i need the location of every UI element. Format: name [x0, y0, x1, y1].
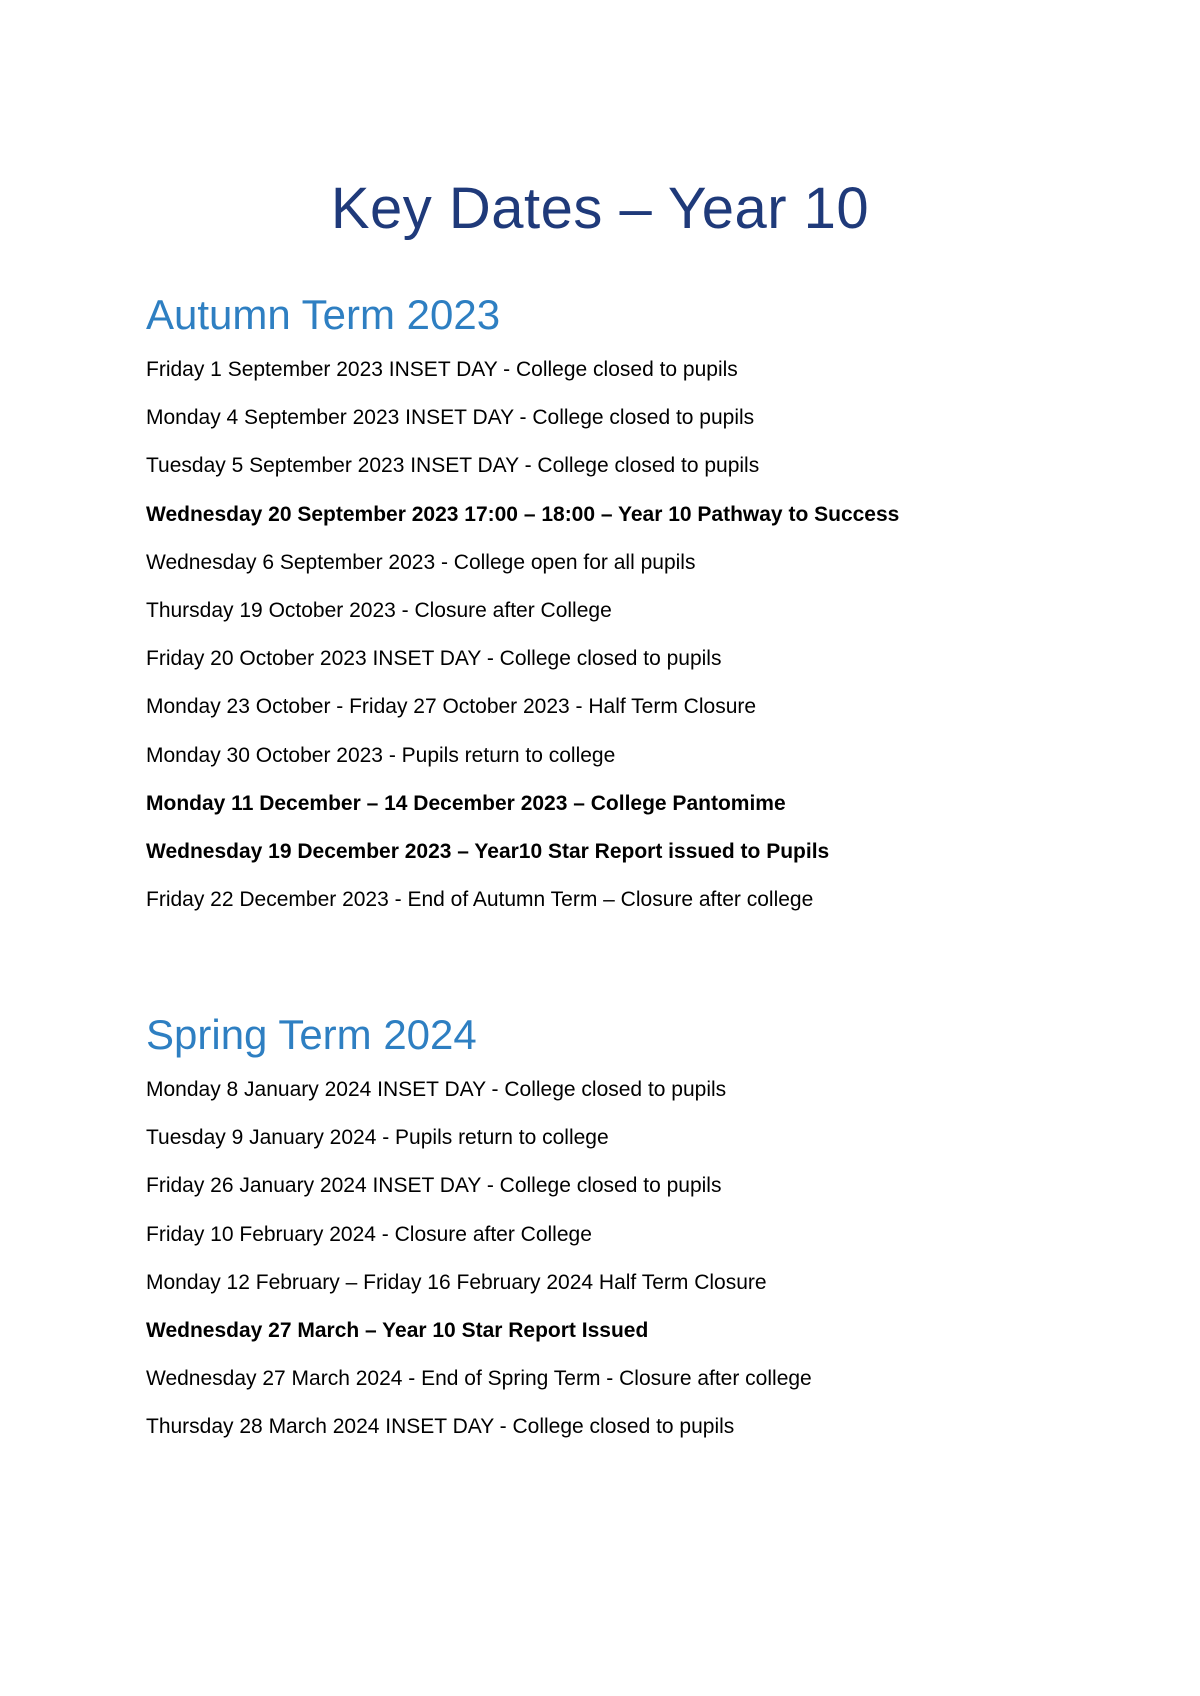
date-entry: Tuesday 9 January 2024 - Pupils return to college	[146, 1126, 609, 1150]
date-entry-highlight: Wednesday 20 September 2023 17:00 – 18:00 – Year 10 Pathway to Success	[146, 502, 900, 526]
date-entry: Friday 26 January 2024 INSET DAY - College closed to pupils	[146, 1174, 722, 1198]
date-entry: Monday 4 September 2023 INSET DAY - College closed to pupils	[146, 406, 755, 430]
date-entry: Monday 30 October 2023 - Pupils return to college	[146, 743, 616, 767]
date-entry: Friday 20 October 2023 INSET DAY - College closed to pupils	[146, 647, 722, 671]
date-entry-highlight: Wednesday 19 December 2023 – Year10 Star Report issued to Pupils	[146, 839, 830, 863]
section-spring-term	[146, 1010, 1146, 1452]
date-entry: Thursday 28 March 2024 INSET DAY - College closed to pupils	[146, 1415, 735, 1439]
key-dates-list	[146, 1066, 1146, 1452]
date-entry-highlight: Wednesday 27 March – Year 10 Star Report Issued	[146, 1318, 649, 1342]
date-entry: Monday 12 February – Friday 16 February 2024 Half Term Closure	[146, 1270, 767, 1294]
key-dates-list	[146, 346, 1146, 924]
date-entry: Thursday 19 October 2023 - Closure after College	[146, 598, 612, 622]
date-entry: Wednesday 27 March 2024 - End of Spring Term - Closure after college	[146, 1367, 812, 1391]
date-entry: Friday 10 February 2024 - Closure after College	[146, 1222, 592, 1246]
date-entry: Monday 8 January 2024 INSET DAY - College closed to pupils	[146, 1078, 727, 1101]
date-entry: Friday 1 September 2023 INSET DAY - College closed to pupils	[146, 358, 738, 381]
date-entry-highlight: Monday 11 December – 14 December 2023 – College Pantomime	[146, 791, 786, 815]
page-title: Key Dates – Year 10	[330, 176, 870, 241]
section-heading: Autumn Term 2023	[146, 291, 501, 338]
section-autumn-term	[146, 290, 1146, 924]
date-entry: Monday 23 October - Friday 27 October 2023 - Half Term Closure	[146, 695, 757, 719]
date-entry: Wednesday 6 September 2023 - College open for all pupils	[146, 550, 696, 574]
date-entry: Tuesday 5 September 2023 INSET DAY - College closed to pupils	[146, 454, 760, 478]
section-heading: Spring Term 2024	[146, 1011, 477, 1058]
date-entry: Friday 22 December 2023 - End of Autumn Term – Closure after college	[146, 888, 814, 912]
